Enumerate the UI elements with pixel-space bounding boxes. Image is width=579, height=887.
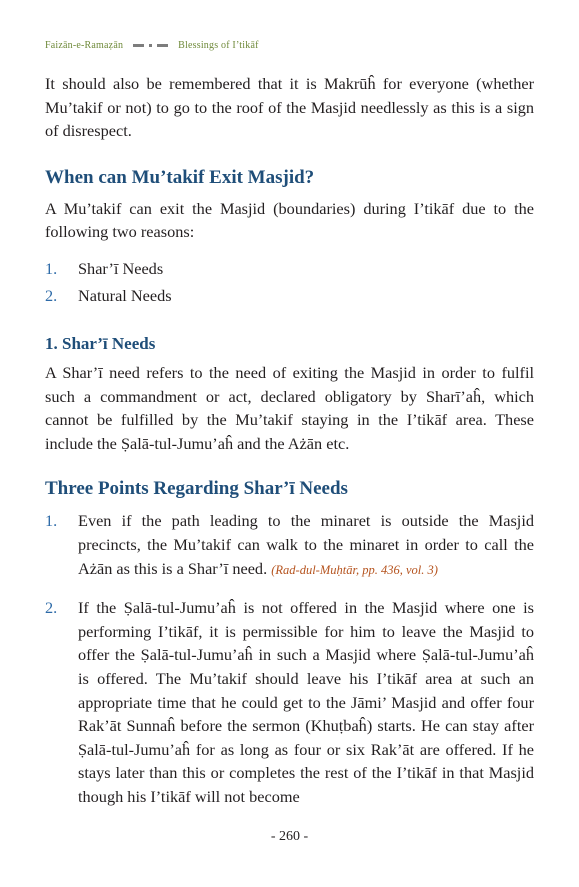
- list-number: 2.: [45, 598, 58, 618]
- list-number: 1.: [45, 511, 58, 531]
- list-item: [45, 596, 534, 808]
- running-header: [45, 38, 259, 52]
- section-heading-three-points: Three Points Regarding Shar’ī Needs: [45, 478, 348, 500]
- citation-reference: (Rad-dul-Muḥtār, pp. 436, vol. 3): [271, 562, 438, 577]
- page-content: [45, 72, 534, 808]
- header-separator-icon: [133, 44, 168, 47]
- list-text: Natural Needs: [78, 285, 172, 305]
- section-heading-exit-masjid: When can Mu’takif Exit Masjid?: [45, 166, 315, 188]
- list-item: [45, 255, 534, 282]
- chapter-title: Blessings of I’tikāf: [178, 39, 259, 51]
- section-paragraph: A Shar’ī need refers to the need of exiting the Masjid in order to fulfil such a commandment or act, declared obligatory by Sharī’aĥ, which cannot be fulfilled by the Mu’takif staying in the I’tikāf area. These include the Ṣalā-tul-Jumu’aĥ and the Ażān etc.: [45, 362, 534, 453]
- page-number: - 260 -: [270, 829, 309, 844]
- list-text: Shar’ī Needs: [78, 258, 164, 278]
- points-list: [45, 509, 534, 808]
- list-item: [45, 509, 534, 582]
- book-title: Faizān-e-Ramaẓān: [45, 39, 124, 51]
- list-number: 1.: [45, 258, 58, 278]
- intro-paragraph: It should also be remembered that it is Makrūĥ for everyone (whether Mu’takif or not) to go to the roof of the Masjid needlessly as this is a sign of disrespect.: [45, 74, 534, 141]
- section-heading-shari-needs: 1. Shar’ī Needs: [45, 333, 156, 353]
- list-text: If the Ṣalā-tul-Jumu’aĥ is not offered in the Masjid where one is performing I’tikāf, it is permissible for him to leave the Masjid to offer the Ṣalā-tul-Jumu’aĥ in such a Masjid where Ṣalā-tul-Jumu’aĥ is offered. The Mu’takif should leave his I’tikāf area at such an appropriate time that he could get to the Jāmi’ Masjid and offer four Rak’āt Sunnaĥ before the sermon (Khuṭbaĥ) starts. He can stay after Ṣalā-tul-Jumu’aĥ for as long as four or six Rak’āt are offered. If he stays later than this or completes the rest of the I’tikāf in that Masjid though his I’tikāf will not become: [78, 598, 534, 806]
- point-text: Even if the path leading to the minaret is outside the Masjid precincts, the Mu’takif can walk to the minaret in order to call the Ażān as this is a Shar’ī need.: [78, 511, 534, 578]
- list-number: 2.: [45, 285, 58, 305]
- section-paragraph: A Mu’takif can exit the Masjid (boundaries) during I’tikāf due to the following two reasons:: [45, 198, 534, 242]
- list-item: [45, 282, 534, 309]
- reasons-list: [45, 255, 534, 309]
- list-text: [78, 509, 534, 582]
